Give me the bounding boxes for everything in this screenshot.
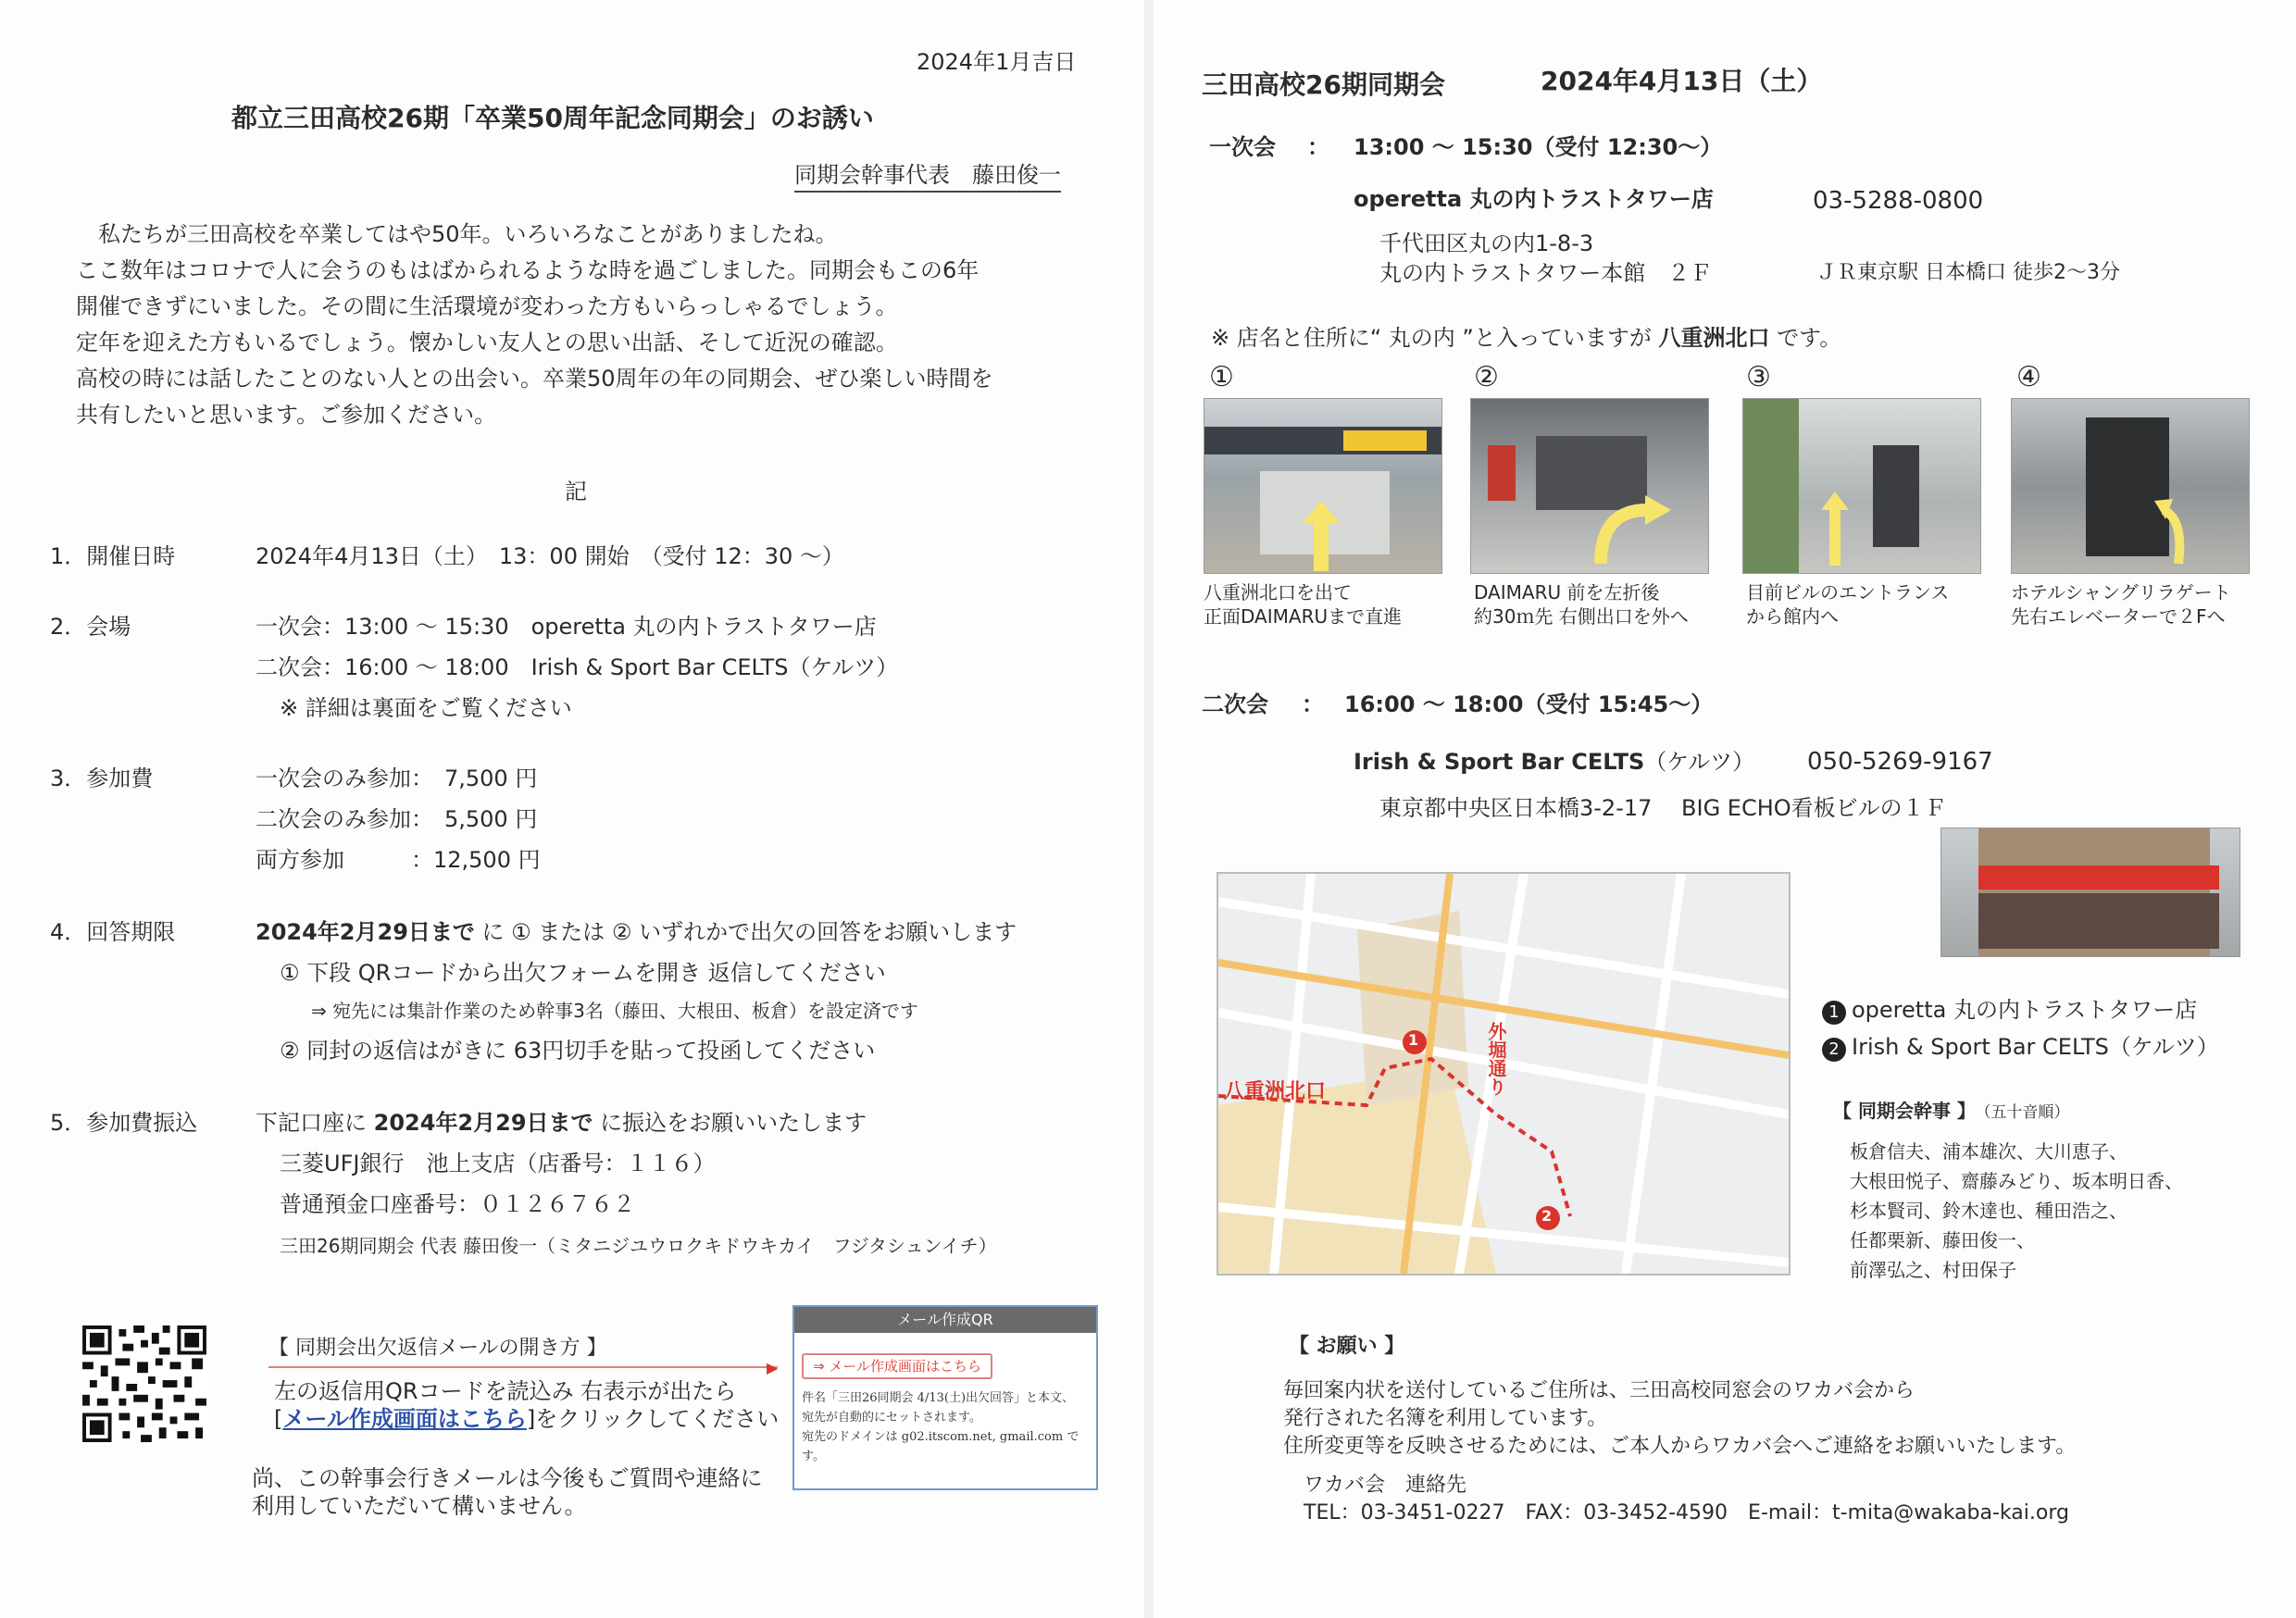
step-2-caption-1: DAIMARU 前を左折後 xyxy=(1474,581,1660,604)
legend-item-2 xyxy=(1822,1031,2219,1063)
legend-text-2: Irish & Sport Bar CELTS（ケルツ） xyxy=(1852,1034,2219,1060)
organizers-order-note: （五十音順） xyxy=(1982,1103,2070,1122)
second-party-colon: ： xyxy=(1302,691,1324,717)
organizers-line-5: 前澤弘之、村田保子 xyxy=(1850,1259,2016,1281)
contact-name: ワカバ会 連絡先 xyxy=(1304,1474,1467,1497)
deadline-option-postcard: ② 同封の返信はがきに 63円切手を貼って投函してください xyxy=(280,1038,876,1064)
map-pin-1[interactable]: 1 xyxy=(1408,1031,1419,1049)
bracket-open: [ xyxy=(274,1406,283,1432)
item-fee-second: 二次会のみ参加： 5,500 円 xyxy=(256,806,538,832)
item-payment-label: 5．参加費振込 xyxy=(50,1110,198,1136)
back-title: 三田高校26期同期会 xyxy=(1202,69,1445,100)
step-1-number: ① xyxy=(1209,361,1234,393)
second-party-time: 16:00 ～ 18:00（受付 15:45～） xyxy=(1344,691,1714,717)
intro-line-4: 定年を迎えた方もいるでしょう。懐かしい友人との思い出話、そして近況の確認。 xyxy=(76,330,898,355)
qr-instruction-2-rest: ]をクリックしてください xyxy=(526,1406,780,1432)
arrow-curve-icon xyxy=(2151,492,2197,566)
account-holder: 三田26期同期会 代表 藤田俊一（ミタニジユウロクキドウキカイ フジタシュンイチ） xyxy=(280,1235,997,1257)
step-4-caption-1: ホテルシャングリラゲート xyxy=(2011,581,2231,604)
organizers-line-1: 板倉信夫、浦本雄次、大川恵子、 xyxy=(1850,1140,2128,1163)
deadline-date: 2024年2月29日まで xyxy=(256,919,475,945)
intro-line-5: 高校の時には話したことのない人との出会い。卒業50周年の年の同期会、ぜひ楽しい時間を xyxy=(76,366,993,392)
step-3-photo xyxy=(1742,398,1981,574)
request-line-2: 発行された名簿を利用しています。 xyxy=(1283,1407,1608,1430)
item-date-label: 1．開催日時 xyxy=(50,543,176,569)
location-note-post: です。 xyxy=(1769,325,1842,351)
bank-name: 三菱UFJ銀行 池上支店（店番号：１１６） xyxy=(280,1151,716,1176)
page-gutter xyxy=(1144,0,1154,1618)
first-party-access: ＪＲ東京駅 日本橋口 徒歩2～3分 xyxy=(1816,261,2120,284)
step-3-number: ③ xyxy=(1746,361,1771,393)
qr-section-heading: 【 同期会出欠返信メールの開き方 】 xyxy=(268,1337,607,1360)
item-fee-first: 一次会のみ参加： 7,500 円 xyxy=(256,765,538,791)
item-venue-second: 二次会：16:00 ～ 18:00 Irish & Sport Bar CELTS（ケルツ） xyxy=(256,654,899,680)
first-party-phone: 03-5288-0800 xyxy=(1813,187,1984,215)
payment-post: に振込をお願いいたします xyxy=(593,1110,867,1136)
first-party-address-1: 千代田区丸の内1-8-3 xyxy=(1379,230,1594,256)
contact-details[interactable]: TEL：03-3451-0227 FAX：03-3452-4590 E-mail：t-mita@wakaba-kai.org xyxy=(1304,1501,2069,1525)
first-party-address-2: 丸の内トラストタワー本館 ２Ｆ xyxy=(1379,260,1713,286)
back-page xyxy=(1154,0,2296,1618)
step-4-number: ④ xyxy=(2016,361,2041,393)
mail-compose-preview xyxy=(792,1305,1098,1490)
page-title: 都立三田高校26期「卒業50周年記念同期会」のお誘い xyxy=(231,103,874,133)
issue-date: 2024年1月吉日 xyxy=(917,49,1077,75)
account-number: 普通預金口座番号：０１２６７６２ xyxy=(280,1191,635,1217)
pointer-arrow-icon: ▶ xyxy=(767,1359,779,1376)
first-party-time: 13:00 ～ 15:30（受付 12:30～） xyxy=(1354,134,1723,160)
step-1-caption-1: 八重洲北口を出て xyxy=(1204,581,1352,604)
request-heading: 【 お願い 】 xyxy=(1289,1335,1405,1358)
mail-compose-link[interactable]: メール作成画面はこちら xyxy=(282,1406,527,1432)
first-party-colon: ： xyxy=(1307,134,1329,160)
item-venue-first: 一次会：13:00 ～ 15:30 operetta 丸の内トラストタワー店 xyxy=(256,614,877,640)
payment-date: 2024年2月29日まで xyxy=(373,1110,593,1136)
payment-pre: 下記口座に xyxy=(256,1110,374,1136)
item-fee-both: 両方参加 ：12,500 円 xyxy=(256,847,541,873)
map-pin-2[interactable]: 2 xyxy=(1541,1207,1553,1225)
ki-marker: 記 xyxy=(565,479,587,504)
step-1-caption-2: 正面DAIMARUまで直進 xyxy=(1204,605,1403,628)
arrow-up-icon xyxy=(1303,501,1340,571)
item-venue-note: ※ 詳細は裏面をご覧ください xyxy=(280,695,572,721)
organizers-heading-line xyxy=(1833,1098,2069,1126)
mail-preview-text xyxy=(794,1379,1096,1466)
deadline-option-qr-note: ⇒ 宛先には集計作業のため幹事3名（藤田、大根田、板倉）を設定済です xyxy=(311,1000,918,1022)
qr-instruction-1: 左の返信用QRコードを読込み 右表示が出たら xyxy=(274,1378,737,1404)
item-date-value: 2024年4月13日（土） 13：00 開始 （受付 12：30 ～） xyxy=(256,543,844,569)
step-1-photo xyxy=(1204,398,1442,574)
legend-number-2: 2 xyxy=(1822,1038,1846,1062)
arrow-up-icon-2 xyxy=(1821,492,1849,566)
deadline-option-qr: ① 下段 QRコードから出欠フォームを開き 返信してください xyxy=(280,960,886,986)
organizers-line-2: 大根田悦子、齋藤みどり、坂本明日香、 xyxy=(1850,1170,2183,1192)
intro-line-1: 私たちが三田高校を卒業してはや50年。いろいろなことがありましたね。 xyxy=(98,221,838,247)
back-title-date: 2024年4月13日（土） xyxy=(1541,66,1823,96)
second-party-address: 東京都中央区日本橋3-2-17 BIG ECHO看板ビルの１Ｆ xyxy=(1379,795,1947,821)
legend-number-1: 1 xyxy=(1822,1001,1846,1025)
intro-line-3: 開催できずにいました。その間に生活環境が変わった方もいらっしゃるでしょう。 xyxy=(76,293,898,319)
second-party-venue-kana: （ケルツ） xyxy=(1644,749,1755,775)
qr-instruction-2 xyxy=(274,1403,779,1435)
legend-item-1 xyxy=(1822,994,2197,1026)
step-3-caption-2: から館内へ xyxy=(1746,605,1839,628)
organizer-representative: 同期会幹事代表 藤田俊一 xyxy=(794,159,1061,193)
location-note xyxy=(1211,322,1841,354)
arrow-turn-right-icon xyxy=(1591,492,1675,566)
qr-note-1: 尚、この幹事会行きメールは今後もご質問や連絡に xyxy=(252,1465,763,1491)
reply-qr-code[interactable] xyxy=(81,1326,207,1442)
mail-preview-line-4: す。 xyxy=(802,1450,825,1463)
mail-compose-button[interactable]: ⇒ メール作成画面はこちら xyxy=(802,1353,992,1379)
step-2-photo xyxy=(1470,398,1709,574)
qr-note-2: 利用していただいて構いません。 xyxy=(252,1493,587,1519)
organizers-line-3: 杉本賢司、鈴木達也、種田浩之、 xyxy=(1850,1200,2128,1222)
second-party-phone: 050-5269-9167 xyxy=(1807,748,1993,776)
organizers-line-4: 任都栗新、藤田俊一、 xyxy=(1850,1229,2035,1251)
step-4-caption-2: 先右エレベーターで２Fへ xyxy=(2011,605,2226,628)
qr-code-icon xyxy=(81,1326,207,1442)
mail-preview-line-2: 宛先が自動的にセットされます。 xyxy=(802,1411,981,1425)
legend-text-1: operetta 丸の内トラストタワー店 xyxy=(1852,997,2198,1023)
request-line-3: 住所変更等を反映させるためには、ご本人からワカバ会へご連絡をお願いいたします。 xyxy=(1283,1435,2077,1458)
mail-preview-line-1: 件名「三田26同期会 4/13(土)出欠回答」と本文、 xyxy=(802,1391,1075,1405)
item-fee-label: 3．参加費 xyxy=(50,765,154,791)
location-note-emphasis: 八重洲北口 xyxy=(1658,325,1770,351)
first-party-label: 一次会 xyxy=(1209,134,1276,160)
area-map[interactable] xyxy=(1217,872,1791,1276)
item-deadline-label: 4．回答期限 xyxy=(50,919,176,945)
item-venue-label: 2．会場 xyxy=(50,614,131,640)
intro-line-6: 共有したいと思います。ご参加ください。 xyxy=(76,402,497,428)
map-street-label: 外堀通り xyxy=(1485,1022,1507,1096)
first-party-venue: operetta 丸の内トラストタワー店 xyxy=(1354,186,1714,212)
location-note-pre: ※ 店名と住所に“ 丸の内 ”と入っていますが xyxy=(1211,325,1659,351)
front-page xyxy=(0,0,1144,1618)
request-line-1: 毎回案内状を送付しているご住所は、三田高校同窓会のワカバ会から xyxy=(1283,1379,1915,1402)
celts-building-photo xyxy=(1940,828,2240,957)
map-station-label: 八重洲北口 xyxy=(1224,1080,1327,1103)
intro-line-2: ここ数年はコロナで人に会うのもはばかられるような時を過ごしました。同期会もこの6年 xyxy=(76,257,980,283)
second-party-venue: Irish & Sport Bar CELTS xyxy=(1354,749,1645,775)
item-payment xyxy=(256,1107,867,1139)
mail-preview-header: メール作成QR xyxy=(794,1307,1096,1333)
pointer-line xyxy=(268,1366,778,1368)
deadline-text: に ① または ② いずれかで出欠の回答をお願いします xyxy=(474,919,1017,945)
second-party-venue-line xyxy=(1354,746,1754,778)
organizers-heading: 【 同期会幹事 】 xyxy=(1833,1100,1976,1122)
step-2-number: ② xyxy=(1474,361,1499,393)
step-3-caption-1: 目前ビルのエントランス xyxy=(1746,581,1950,604)
second-party-label: 二次会 xyxy=(1202,691,1268,717)
mail-preview-line-3: 宛先のドメインは g02.itscom.net, gmail.com で xyxy=(802,1430,1079,1444)
step-4-photo xyxy=(2011,398,2250,574)
item-deadline xyxy=(256,916,1017,948)
step-2-caption-2: 約30ｍ先 右側出口を外へ xyxy=(1474,605,1689,628)
